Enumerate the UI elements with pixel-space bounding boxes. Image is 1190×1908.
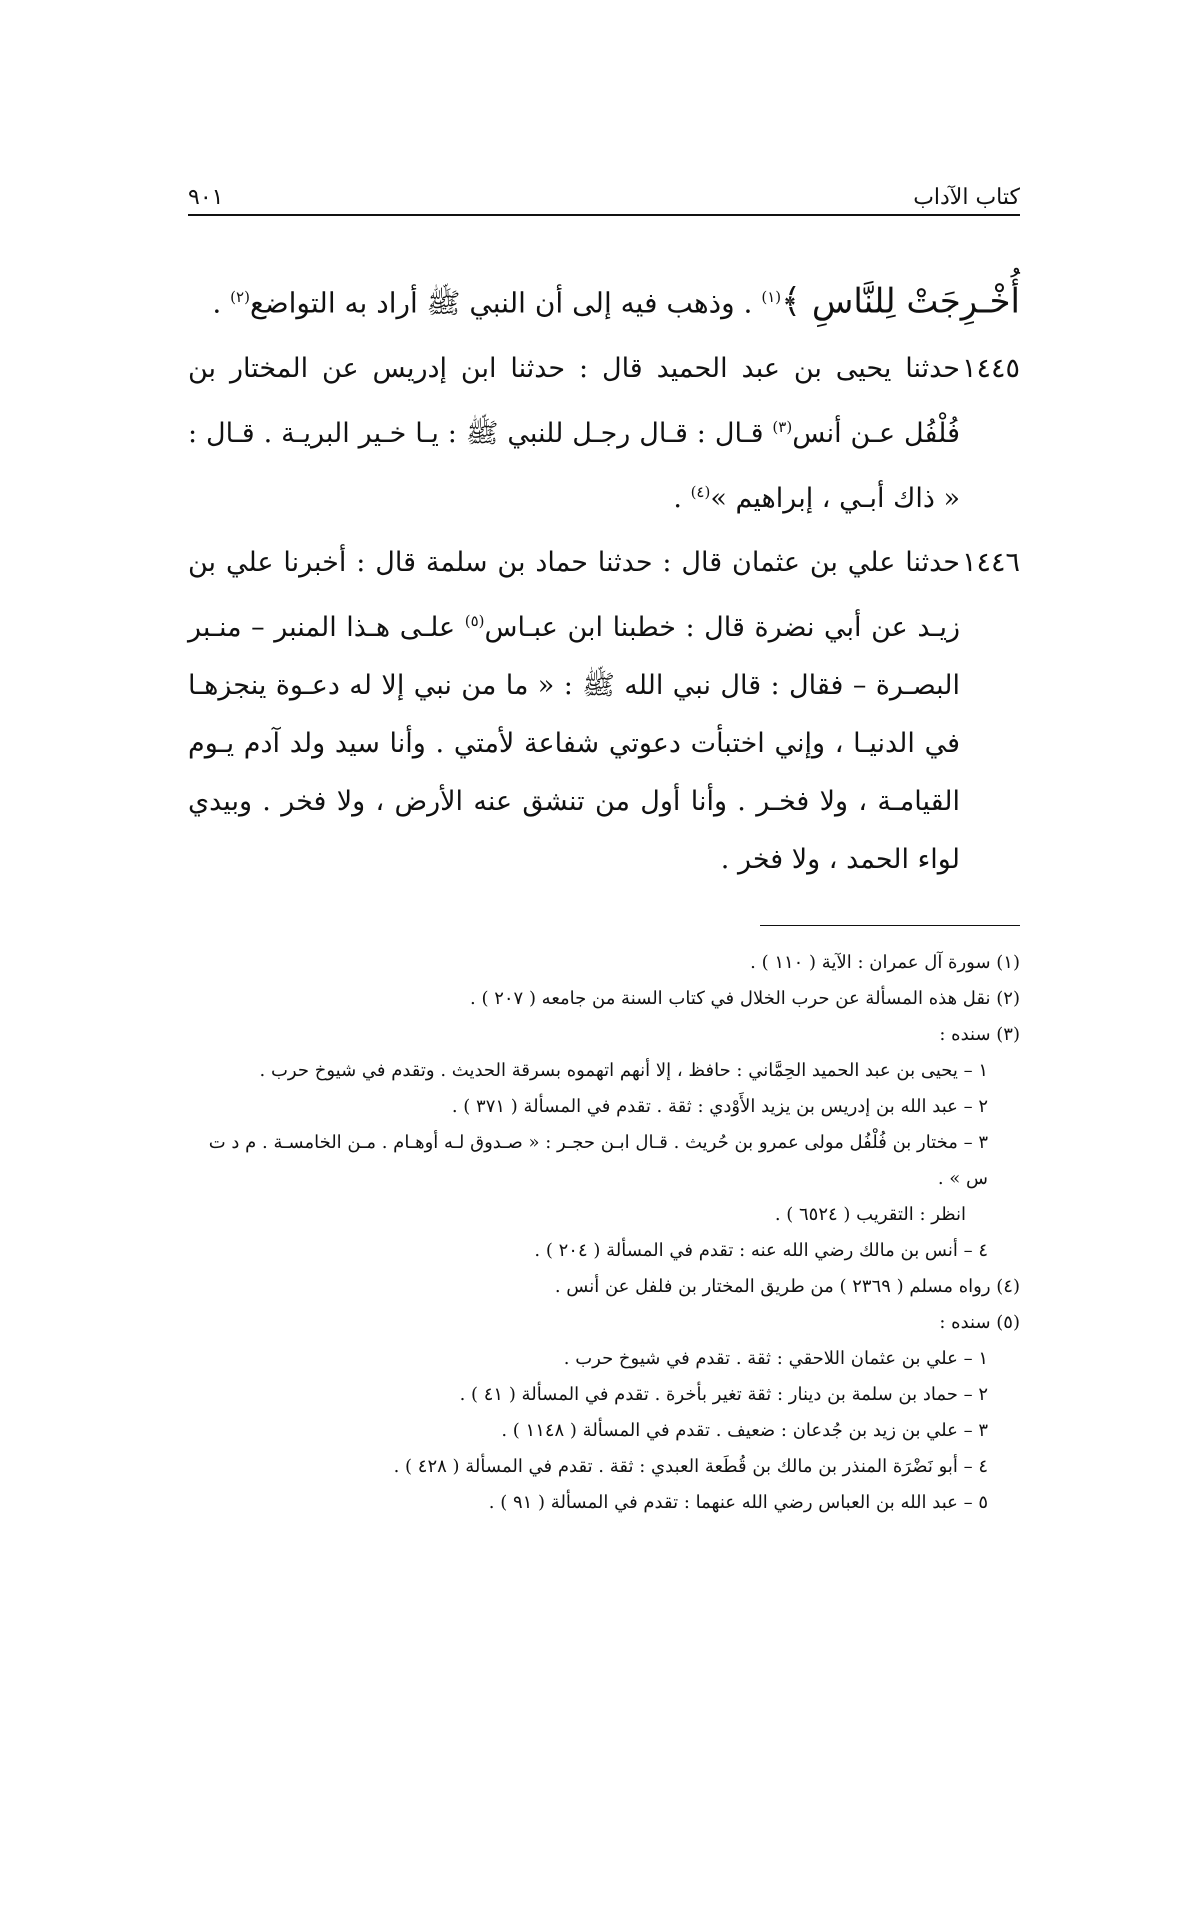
hadith-number: ١٤٤٥ <box>961 353 1020 385</box>
footnote-item: ١ – يحيى بن عبد الحميد الحِمَّاني : حافظ ، إلا أنهم اتهموه بسرقة الحديث . وتقدم في شيوخ حرب . <box>259 1060 988 1081</box>
footnote: (٥) سنده : <box>939 1312 1020 1333</box>
hadith-1446 <box>188 534 1020 889</box>
book-title: كتاب الآداب <box>913 185 1020 210</box>
hadith-text-part: حدثنا علي بن عثمان قال : حدثنا حماد بن سلمة قال : أخبرنا علي بن زيـد عن أبي نضرة قال : خطبنا ابن عبـاس <box>188 547 960 644</box>
footnote-ref: (٣) <box>772 418 793 437</box>
opening-end: . <box>212 286 231 320</box>
opening-paragraph <box>188 268 1020 332</box>
opening-text: . وذهب فيه إلى أن النبي ﷺ أراد به التواضع <box>249 286 762 320</box>
hadith-number: ١٤٤٦ <box>961 547 1020 579</box>
hadith-1445 <box>188 340 1020 528</box>
footnote: (٤) رواه مسلم ( ٢٣٦٩ ) من طريق المختار بن فلفل عن أنس . <box>554 1276 1020 1297</box>
footnote-ref: (٢) <box>230 288 250 306</box>
hadith-text-part: علـى هـذا المنبر – منـبر البصـرة – فقال : قال نبي الله ﷺ : « ما من نبي إلا له دعـوة ينجزهـا في الدنيـا ، وإني اختبأت دعوتي شفاعة لأمتي . وأنا سيد ولد آدم يـوم القيامـة ، ولا فخـر . وأنا أول من تنشق عنه الأرض ، ولا فخر . وبيدي لواء الحمد ، ولا فخر . <box>188 612 960 876</box>
footnote-item: ٢ – حماد بن سلمة بن دينار : ثقة تغير بأخرة . تقدم في المسألة ( ٤١ ) . <box>459 1384 988 1405</box>
footnote-item: ١ – علي بن عثمان اللاحقي : ثقة . تقدم في شيوخ حرب . <box>563 1348 988 1369</box>
hadith-text <box>188 534 960 889</box>
main-text <box>188 268 1020 889</box>
footnote: (٣) سنده : <box>939 1024 1020 1045</box>
hadith-text-end: . <box>673 483 691 515</box>
footnote-item: انظر : التقريب ( ٦٥٢٤ ) . <box>774 1204 966 1225</box>
hadith-text <box>188 340 960 528</box>
page-number: ٩٠١ <box>188 185 224 210</box>
hadith-text-part: حدثنا يحيى بن عبد الحميد قال : حدثنا ابن إدريس عن المختار بن فُلْفُل عـن أنس <box>188 353 960 450</box>
footnote-ref: (١) <box>761 288 782 306</box>
footnote-item: ٢ – عبد الله بن إدريس بن يزيد الأَوْدي : ثقة . تقدم في المسألة ( ٣٧١ ) . <box>451 1096 988 1117</box>
footnote-item: ٤ – أبو نَضْرَة المنذر بن مالك بن قُطَعة العبدي : ثقة . تقدم في المسألة ( ٤٢٨ ) . <box>393 1456 988 1477</box>
quran-quote: أُخْـرِجَتْ لِلنَّاسِ ﴾ <box>781 281 1020 322</box>
page-header <box>188 170 1020 216</box>
footnote: (١) سورة آل عمران : الآية ( ١١٠ ) . <box>750 952 1020 973</box>
footnotes <box>188 945 1020 1521</box>
footnote-ref: (٥) <box>464 612 485 631</box>
footnote: (٢) نقل هذه المسألة عن حرب الخلال في كتاب السنة من جامعه ( ٢٠٧ ) . <box>470 988 1020 1009</box>
footnote-ref: (٤) <box>690 483 711 502</box>
hadith-text-part: قـال : قـال رجـل للنبي ﷺ : يـا خـير البريـة . قـال : « ذاك أبـي ، إبراهيم » <box>188 418 960 515</box>
footnote-item: ٣ – علي بن زيد بن جُدعان : ضعيف . تقدم في المسألة ( ١١٤٨ ) . <box>501 1420 988 1441</box>
footnote-item: ٣ – مختار بن فُلْفُل مولى عمرو بن حُريث . قـال ابـن حجـر : « صـدوق لـه أوهـام . مـن الخامسـة . م د ت س » . <box>208 1132 988 1189</box>
footnote-separator <box>760 925 1020 926</box>
footnote-item: ٤ – أنس بن مالك رضي الله عنه : تقدم في المسألة ( ٢٠٤ ) . <box>534 1240 988 1261</box>
footnote-item: ٥ – عبد الله بن العباس رضي الله عنهما : تقدم في المسألة ( ٩١ ) . <box>488 1492 988 1513</box>
